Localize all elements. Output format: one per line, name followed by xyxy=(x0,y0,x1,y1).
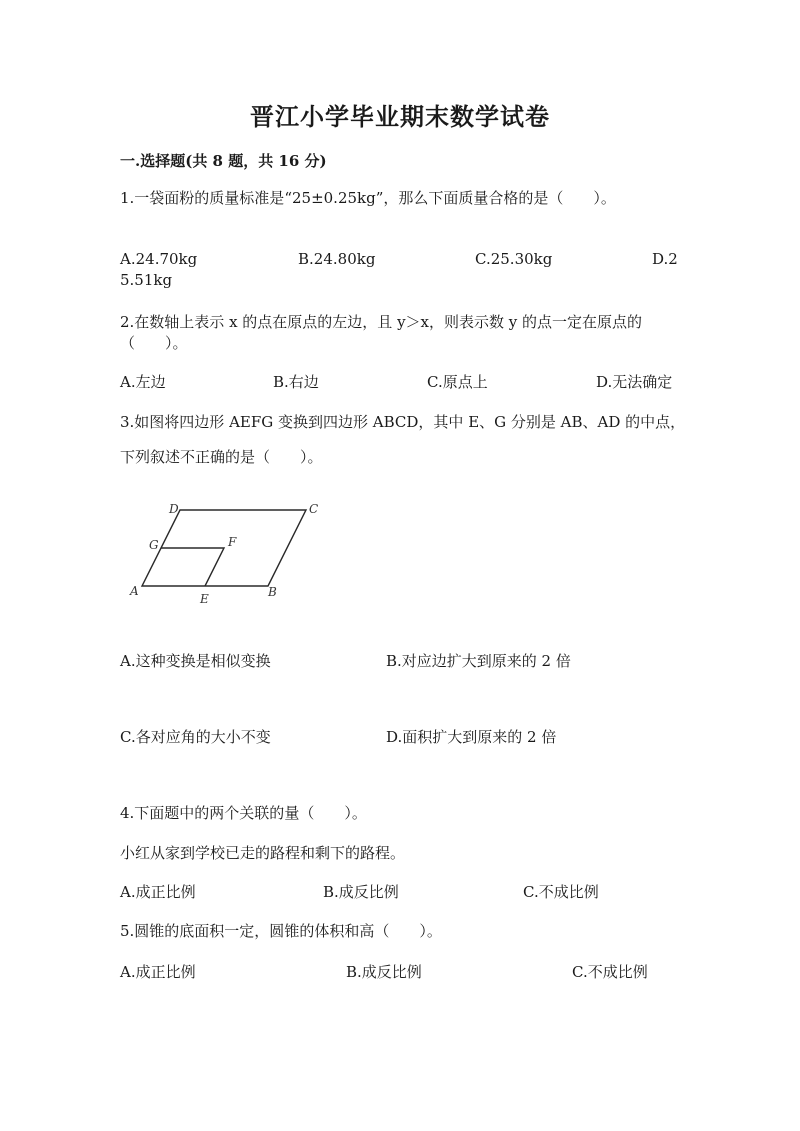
question-3-option-b: B.对应边扩大到原来的 2 倍 xyxy=(386,652,571,670)
page-title: 晋江小学毕业期末数学试卷 xyxy=(250,102,550,131)
question-4-option-c: C.不成比例 xyxy=(523,883,599,901)
label-a: A xyxy=(130,584,139,598)
label-c: C xyxy=(309,502,319,516)
question-2-stem-line2: （ ）。 xyxy=(120,334,188,352)
question-5-option-c: C.不成比例 xyxy=(572,963,648,981)
question-5-stem: 5.圆锥的底面积一定，圆锥的体积和高（ ）。 xyxy=(120,922,442,940)
parallelogram-aefg xyxy=(161,548,224,586)
question-1-option-d: D.2 xyxy=(652,250,678,268)
quadrilateral-figure xyxy=(128,498,328,610)
question-3-option-c: C.各对应角的大小不变 xyxy=(120,728,271,746)
question-4-context: 小红从家到学校已走的路程和剩下的路程。 xyxy=(120,844,406,862)
question-3-stem-line1: 3.如图将四边形 AEFG 变换到四边形 ABCD，其中 E、G 分别是 AB、AD 的中点， xyxy=(120,413,686,431)
question-1-option-d-continued: 5.51kg xyxy=(120,271,173,289)
question-1-option-a: A.24.70kg xyxy=(120,250,198,268)
question-2-option-c: C.原点上 xyxy=(427,373,488,391)
label-e: E xyxy=(200,592,209,606)
question-2-stem-line1: 2.在数轴上表示 x 的点在原点的左边，且 y＞x，则表示数 y 的点一定在原点的 xyxy=(120,313,643,331)
question-2-option-d: D.无法确定 xyxy=(596,373,673,391)
question-3-stem-line2: 下列叙述不正确的是（ ）。 xyxy=(120,448,323,466)
question-5-option-b: B.成反比例 xyxy=(346,963,422,981)
label-d: D xyxy=(169,502,179,516)
label-f: F xyxy=(228,535,237,549)
question-3-option-a: A.这种变换是相似变换 xyxy=(120,652,271,670)
question-4-stem: 4.下面题中的两个关联的量（ ）。 xyxy=(120,804,367,822)
question-2-option-b: B.右边 xyxy=(273,373,319,391)
question-5-option-a: A.成正比例 xyxy=(120,963,196,981)
question-1-option-b: B.24.80kg xyxy=(298,250,376,268)
question-2-option-a: A.左边 xyxy=(120,373,166,391)
question-1-option-c: C.25.30kg xyxy=(475,250,553,268)
label-b: B xyxy=(268,585,277,599)
question-4-option-a: A.成正比例 xyxy=(120,883,196,901)
section-heading: 一.选择题(共 8 题，共 16 分) xyxy=(120,152,327,170)
question-1-stem: 1.一袋面粉的质量标准是“25±0.25kg”，那么下面质量合格的是（ ）。 xyxy=(120,189,616,207)
label-g: G xyxy=(149,538,159,552)
question-3-option-d: D.面积扩大到原来的 2 倍 xyxy=(386,728,557,746)
question-4-option-b: B.成反比例 xyxy=(323,883,399,901)
